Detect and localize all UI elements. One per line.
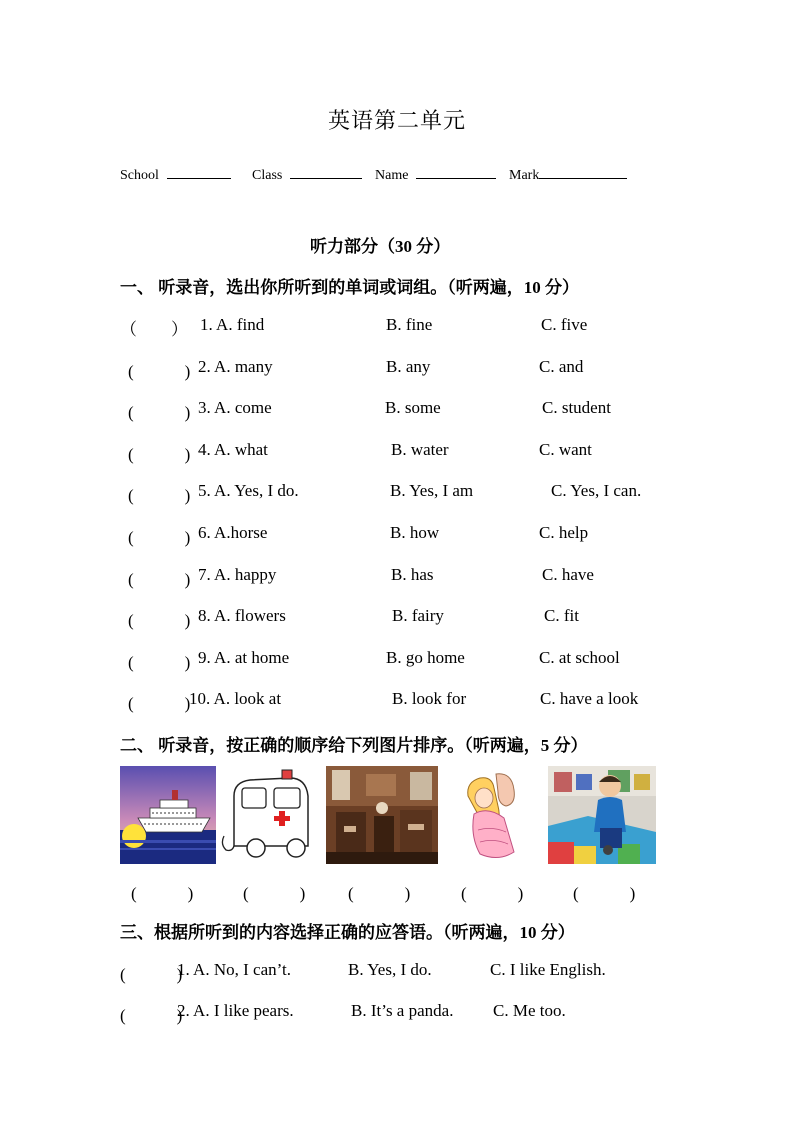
option-b: B. It’s a panda.	[351, 1001, 454, 1020]
part1-title: 一、 听录音，选出你所听到的单词或词组。（听两遍，10 分）	[120, 278, 579, 297]
option-b: B. Yes, I am	[390, 481, 474, 500]
answer-paren[interactable]: ( )	[128, 486, 191, 505]
option-c: C. Yes, I can.	[551, 481, 642, 500]
answer-paren[interactable]: （ ）	[120, 320, 188, 339]
option-b: B. how	[390, 523, 440, 542]
name-field	[375, 166, 496, 184]
option-b: B. Yes, I do.	[348, 960, 432, 979]
answer-paren[interactable]: ( )	[128, 528, 191, 547]
option-b: B. go home	[386, 648, 465, 667]
option-a: 9. A. at home	[198, 648, 290, 667]
option-a: 5. A. Yes, I do.	[198, 481, 299, 500]
option-c: C. five	[541, 315, 588, 334]
option-c: C. help	[539, 523, 589, 542]
option-c: C. have a look	[540, 689, 639, 708]
room-picture	[326, 766, 438, 864]
option-b: B. any	[386, 357, 431, 376]
option-a: 1. A. find	[200, 315, 265, 334]
ship-picture	[120, 766, 216, 864]
answer-paren[interactable]: ( )	[128, 611, 191, 630]
option-c: C. have	[542, 565, 594, 584]
part2-title: 二、 听录音，按正确的顺序给下列图片排序。（听两遍，5 分）	[120, 736, 588, 755]
ambulance-picture	[220, 766, 312, 864]
option-b: B. water	[391, 440, 449, 459]
picture-2-answer[interactable]: ( )	[243, 884, 306, 903]
option-a: 4. A. what	[198, 440, 268, 459]
picture-4-answer[interactable]: ( )	[461, 884, 524, 903]
option-b: B. has	[391, 565, 434, 584]
option-c: C. at school	[539, 648, 620, 667]
page-title: 英语第二单元	[327, 108, 466, 133]
sick-girl-picture	[458, 766, 520, 864]
answer-paren[interactable]: ( )	[128, 653, 191, 672]
answer-paren[interactable]: ( )	[120, 965, 183, 984]
part3-title: 三、根据所听到的内容选择正确的应答语。（听两遍，10 分）	[120, 923, 575, 942]
option-a: 2. A. I like pears.	[177, 1001, 294, 1020]
answer-paren[interactable]: ( )	[128, 445, 191, 464]
option-b: B. some	[385, 398, 441, 417]
school-label: School	[120, 168, 159, 183]
boy-playing-picture	[548, 766, 656, 864]
option-b: B. fine	[386, 315, 433, 334]
school-field	[120, 166, 231, 184]
option-a: 10. A. look at	[189, 689, 282, 708]
option-a: 7. A. happy	[198, 565, 277, 584]
answer-paren[interactable]: ( )	[128, 570, 191, 589]
option-c: C. fit	[544, 606, 579, 625]
answer-paren[interactable]: ( )	[128, 694, 191, 713]
class-field	[252, 166, 362, 184]
option-a: 6. A.horse	[198, 523, 268, 542]
answer-paren[interactable]: ( )	[128, 403, 191, 422]
option-b: B. look for	[392, 689, 467, 708]
option-c: C. student	[542, 398, 611, 417]
class-label: Class	[252, 168, 283, 183]
option-c: C. I like English.	[490, 960, 606, 979]
option-c: C. Me too.	[493, 1001, 566, 1020]
class-blank[interactable]	[290, 166, 362, 179]
mark-label: Mark	[509, 168, 540, 183]
option-a: 2. A. many	[198, 357, 273, 376]
school-blank[interactable]	[167, 166, 231, 179]
option-a: 8. A. flowers	[198, 606, 286, 625]
option-a: 1. A. No, I can’t.	[177, 960, 291, 979]
mark-field	[509, 166, 627, 184]
option-c: C. and	[539, 357, 584, 376]
mark-blank[interactable]	[539, 166, 627, 179]
picture-3-answer[interactable]: ( )	[348, 884, 411, 903]
option-c: C. want	[539, 440, 592, 459]
name-label: Name	[375, 168, 409, 183]
option-b: B. fairy	[392, 606, 444, 625]
section-heading: 听力部分（30 分）	[310, 237, 451, 256]
name-blank[interactable]	[416, 166, 496, 179]
answer-paren[interactable]: ( )	[128, 362, 191, 381]
answer-paren[interactable]: ( )	[120, 1006, 183, 1025]
option-a: 3. A. come	[198, 398, 272, 417]
picture-1-answer[interactable]: ( )	[131, 884, 194, 903]
picture-5-answer[interactable]: ( )	[573, 884, 636, 903]
